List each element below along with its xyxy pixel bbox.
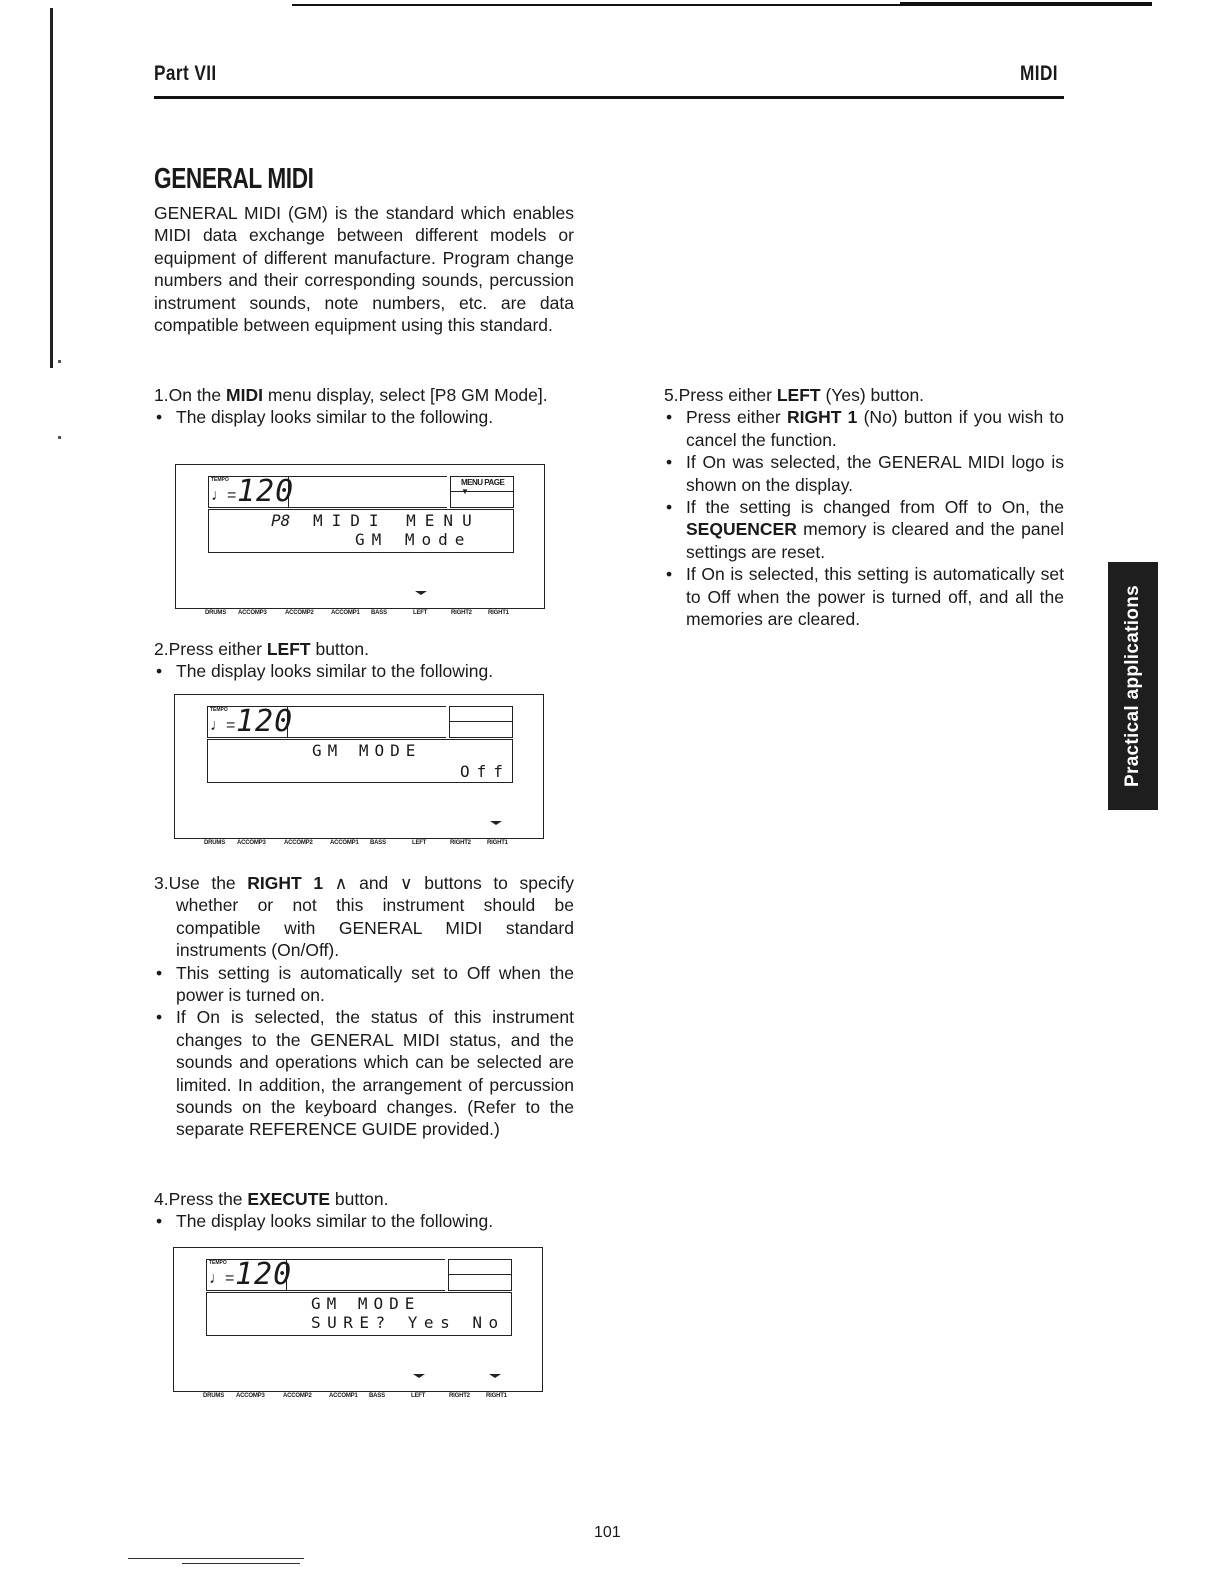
tab-right2: RIGHT2 — [450, 840, 471, 846]
tab-accomp1: ACCOMP1 — [330, 840, 359, 846]
note-icon: ♩= — [210, 717, 236, 734]
bullet-text: (No) button if you wish to cancel the function. — [686, 407, 1064, 450]
step-5 — [664, 384, 1064, 630]
lcd-main-area — [206, 1292, 512, 1336]
step-num: 4. — [154, 1189, 169, 1209]
step-text: menu display, select [P8 GM Mode]. — [262, 385, 548, 405]
step-bullet: • The display looks similar to the following. — [154, 660, 574, 682]
step-text: button. — [310, 639, 369, 659]
note-icon: ♩= — [209, 1270, 235, 1287]
step-bullet: • This setting is automatically set to Off when the power is turned on. — [154, 962, 574, 1007]
scan-mark — [58, 360, 61, 363]
tab-right2: RIGHT2 — [449, 1393, 470, 1399]
tab-right1: RIGHT1 — [486, 1393, 507, 1399]
lcd-main-area — [208, 509, 514, 553]
step-bullet — [664, 406, 1064, 451]
tab-right1: RIGHT1 — [488, 610, 509, 616]
page-prefix: P8 — [271, 511, 291, 530]
step-bullet: • If On is selected, the status of this instrument changes to the GENERAL MIDI status, and the sounds and operations which can be selected are limited. In addition, the arrangement of percussion sounds on the keyboard changes. (Refer to the separate REFERENCE GUIDE provided.) — [154, 1006, 574, 1140]
step-bullet: • The display looks similar to the following. — [154, 406, 574, 428]
step-num: 2. — [154, 639, 169, 659]
step-keyword: EXECUTE — [247, 1189, 331, 1209]
step-2 — [154, 638, 574, 683]
header-rule — [154, 96, 1064, 99]
lcd-display-gm-mode — [174, 694, 544, 846]
step-text: Press the — [168, 1189, 248, 1209]
part-tabs — [201, 1391, 543, 1404]
tab-accomp3: ACCOMP3 — [238, 610, 267, 616]
bullet-keyword: SEQUENCER — [686, 519, 797, 540]
step-3 — [154, 872, 574, 1141]
tempo-box — [208, 474, 295, 509]
menu-page-box — [449, 706, 513, 738]
lcd-line-2: Off — [460, 762, 510, 781]
bullet-text: memory is cleared and the panel settings are reset. — [686, 519, 1064, 562]
step-keyword: MIDI — [226, 385, 263, 405]
bullet-text: If the setting is changed from Off to On, the — [686, 497, 1064, 518]
lcd-line-1: MIDI MENU — [313, 511, 481, 530]
lcd-line-2: GM Mode — [355, 530, 472, 549]
menu-page-box — [450, 476, 514, 508]
note-icon: ♩= — [211, 487, 237, 504]
step-text: Use the — [168, 873, 248, 893]
step-bullet: • The display looks similar to the following. — [154, 1210, 574, 1232]
step-keyword: LEFT — [776, 385, 821, 405]
tempo-box — [206, 1257, 293, 1292]
arrow-down-icon — [490, 821, 502, 825]
step-num: 1. — [154, 385, 169, 405]
section-title: GENERAL MIDI — [154, 163, 314, 195]
binding-bar — [50, 8, 53, 368]
arrow-down-icon — [489, 1374, 501, 1378]
step-bullet: • If On is selected, this setting is automatically set to Off when the power is turned off, and all the memories are cleared. — [664, 563, 1064, 630]
step-num: 3. — [154, 873, 169, 893]
tab-left: LEFT — [411, 1393, 426, 1399]
tempo-value: 120 — [236, 704, 294, 739]
tab-bass: BASS — [370, 840, 386, 846]
side-chapter-tab — [1108, 562, 1158, 810]
lcd-line-1: GM MODE — [312, 741, 422, 760]
tab-accomp2: ACCOMP2 — [284, 840, 313, 846]
step-keyword: RIGHT 1 — [247, 873, 324, 893]
tab-bass: BASS — [369, 1393, 385, 1399]
step-4 — [154, 1188, 574, 1233]
tempo-label: TEMPO — [209, 1260, 227, 1266]
tab-drums: DRUMS — [203, 1393, 224, 1399]
step-text: Press either — [168, 639, 267, 659]
header-chapter: MIDI — [1020, 62, 1058, 85]
menu-page-label: MENU PAGE ▼ — [461, 478, 505, 496]
lcd-display-gm-mode-confirm — [173, 1247, 543, 1399]
arrow-down-icon — [413, 1374, 425, 1378]
footer-rule — [182, 1563, 300, 1564]
tempo-value: 120 — [235, 1257, 293, 1292]
header-part: Part VII — [154, 62, 217, 85]
arrow-down-icon — [415, 591, 427, 595]
lcd-display-midi-menu — [175, 464, 545, 616]
scan-mark — [58, 436, 61, 439]
lcd-line-2: SURE? Yes No — [311, 1313, 505, 1332]
tab-left: LEFT — [412, 840, 427, 846]
tab-accomp3: ACCOMP3 — [237, 840, 266, 846]
lcd-line-1: GM MODE — [311, 1294, 421, 1313]
step-text: On the — [168, 385, 227, 405]
tab-right2: RIGHT2 — [451, 610, 472, 616]
part-tabs — [203, 608, 545, 621]
tab-left: LEFT — [413, 610, 428, 616]
step-text: (Yes) button. — [820, 385, 925, 405]
step-text: ∧ and ∨ buttons to specify whether or not this instrument should be compatible with GENERAL MIDI standard instruments (On/Off). — [176, 873, 574, 961]
bullet-text: Press either — [686, 407, 787, 428]
tab-accomp2: ACCOMP2 — [285, 610, 314, 616]
side-tab-label: Practical applications — [1122, 585, 1143, 787]
tempo-label: TEMPO — [210, 707, 228, 713]
top-rule-thick — [900, 2, 1152, 5]
tab-accomp1: ACCOMP1 — [331, 610, 360, 616]
intro-paragraph: GENERAL MIDI (GM) is the standard which enables MIDI data exchange between different models or equipment of different manufacture. Program change numbers and their corresponding sounds, percussion instrument sounds, note numbers, etc. are data compatible between equipment using this standard. — [154, 203, 574, 336]
page-number: 101 — [594, 1524, 621, 1541]
tab-accomp2: ACCOMP2 — [283, 1393, 312, 1399]
tempo-value: 120 — [237, 474, 295, 509]
bullet-keyword: RIGHT 1 — [786, 407, 858, 428]
tempo-box — [207, 704, 294, 739]
tab-bass: BASS — [371, 610, 387, 616]
step-1 — [154, 384, 574, 429]
tab-accomp3: ACCOMP3 — [236, 1393, 265, 1399]
menu-page-box — [448, 1259, 512, 1291]
tab-drums: DRUMS — [204, 840, 225, 846]
step-text: button. — [330, 1189, 389, 1209]
footer-rule — [128, 1558, 304, 1559]
step-bullet — [664, 496, 1064, 563]
tab-right1: RIGHT1 — [487, 840, 508, 846]
part-tabs — [202, 838, 544, 851]
step-bullet: • If On was selected, the GENERAL MIDI logo is shown on the display. — [664, 451, 1064, 496]
tab-drums: DRUMS — [205, 610, 226, 616]
lcd-main-area — [207, 739, 513, 783]
step-text: Press either — [678, 385, 777, 405]
step-num: 5. — [664, 385, 679, 405]
step-keyword: LEFT — [266, 639, 311, 659]
tab-accomp1: ACCOMP1 — [329, 1393, 358, 1399]
tempo-label: TEMPO — [211, 477, 229, 483]
